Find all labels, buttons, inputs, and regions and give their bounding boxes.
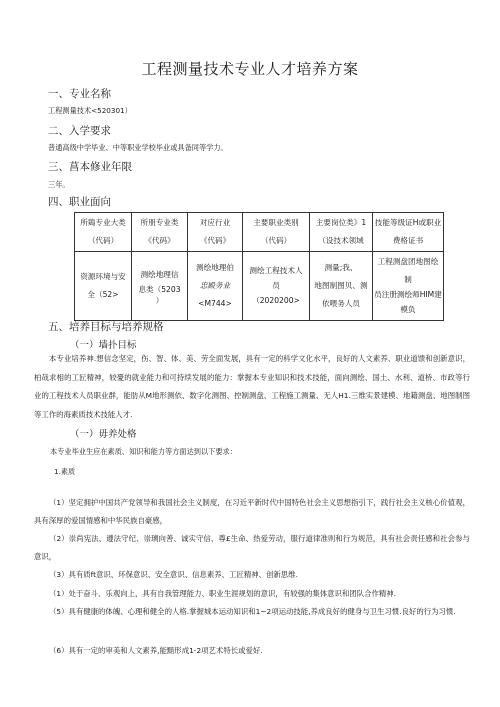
occupation-table bbox=[74, 212, 444, 321]
table-cell: 测绘地理伯 忠殿务业 <M744> bbox=[188, 252, 243, 321]
list-item: （1）坚定拥护中国共产党领导和我国社会主义制度，在习近平新时代中国特色社会主义思想指引下，践行社会主义核心价值观，具有深厚的爱国情感和中华民族自豪感， bbox=[34, 498, 470, 525]
table-header-cell: 主要职业类别 （代码） bbox=[243, 213, 310, 252]
table-header-cell: 所朋专业类 《代码》 bbox=[132, 213, 188, 252]
table-header-row bbox=[75, 213, 444, 252]
list-item: （2）崇尚宪法、遵法守纪、崇璃向善、诚实守信、尊£生命、热爱劳动，服行道律准则和行为规范，具有社会责任感和社会参与意识， bbox=[34, 534, 470, 561]
list-item: （1）处于奋斗、乐观向上，具有自我管理能力、职业生涯规划的意识，有较强的集体意识和团队合作精神. bbox=[49, 589, 397, 598]
table-header-cell: 技能等级证H或职业 费格证书 bbox=[373, 213, 444, 252]
section-3-text: 三年。 bbox=[48, 180, 70, 189]
subsection-1-heading: （一）墙扑目标 bbox=[70, 340, 137, 351]
table-cell: 测量;我、 地图制图贝、测 依喂务人员 bbox=[310, 252, 373, 321]
quality-subheading: 1.素质 bbox=[54, 467, 76, 476]
requirements-intro: 本专业毕业生应在素质、知识和能力等方面达到以下要求： bbox=[50, 447, 237, 456]
section-4-heading: 四、职业面向 bbox=[48, 196, 111, 208]
section-5-heading: 五、培养目标与培养规格 bbox=[48, 321, 164, 333]
table-cell: 资源环境与安 全（52> bbox=[75, 252, 132, 321]
table-header-cell: 对应行业 《代码》 bbox=[188, 213, 243, 252]
section-2-text: 普通高级中学毕业、中等职业学校毕业或具备同等学力。 bbox=[48, 143, 228, 152]
section-2-heading: 二、入学要求 bbox=[48, 125, 111, 137]
section-3-heading: 三、菖本修业年限 bbox=[48, 161, 132, 173]
section-1-heading: 一、专业名称 bbox=[48, 88, 111, 100]
table-header-cell: 主要岗位类》1 （设技术领域 bbox=[310, 213, 373, 252]
document-title: 工程测量技术专业人才培养方案 bbox=[141, 60, 359, 78]
section-1-text: 工程测量技术<520301） bbox=[48, 106, 132, 115]
table-cell: 测绘地理信 息类（5203 ） bbox=[132, 252, 188, 321]
table-cell: 工程测盘团地图绘制 员注册测绘师HIM建 模负 bbox=[373, 252, 444, 321]
list-item: （5）具有健康的体魄、心理和健全的人格.掌握城本运动知识和1~2项运动技能,养成良好的健身与卫生习惯.良好的行为习惯. bbox=[49, 607, 456, 616]
list-item: （3）具有质ft意识、环保意识、安全意识、信息素养、工匠精神、创新思维. bbox=[49, 570, 298, 579]
table-row bbox=[75, 252, 444, 321]
training-goal-paragraph: 本专业培养神.想信念坚定，伤、智、体、美、劳全面发展，具有一定的科学文化水平，良好的人文素养、职业道馈和创新意识，柏哉求相的工匠精神，较憂的就业能力和可持续发展的能力：掌握本专业知识和技术技能，面向测绘、国土、水利、道桥、市政等行业的工程技术人员职业群，能肪从M地形测依、数字化测图、控制测盘、工程施工测量、无人H1.三维实景建模、地籍测盘、地图制图等工作的海素质技术技能人才. bbox=[34, 354, 470, 419]
table-header-cell: 所鶏专业大类 （代码） bbox=[75, 213, 132, 252]
table-cell: 测绘工程技术人 员 （2020200> bbox=[243, 252, 310, 321]
subsection-2-heading: （一）毋养处格 bbox=[70, 429, 137, 440]
list-item: （6）具有一定的审美和人文素养,能黯形成1-2项艺术特长或爱好. bbox=[49, 646, 263, 655]
